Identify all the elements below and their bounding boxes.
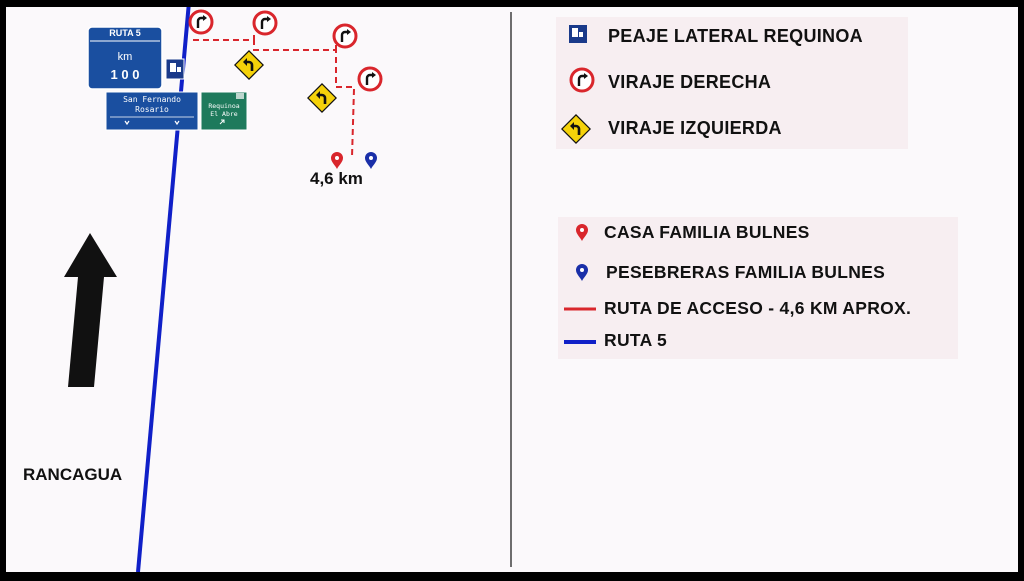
legend-pesebreras-label: PESEBRERAS FAMILIA BULNES [606,262,886,282]
legend-casa-label: CASA FAMILIA BULNES [604,222,810,242]
highway-sign-route: RUTA 5 [109,28,141,38]
direction-arrow-icon [64,233,117,387]
legend-left-turn-label: VIRAJE IZQUIERDA [608,118,782,138]
legend-access-route-label: RUTA DE ACCESO - 4,6 KM APROX. [604,298,912,318]
pesebreras-pin-icon [365,152,377,169]
highway-sign-number: 1 0 0 [110,67,140,82]
left-turn-warning-1-icon [235,51,263,79]
legend-left-turn-icon [562,115,590,143]
direction-sign-2-line1: Requinoa [208,102,240,110]
legend-red-pin-icon [576,224,588,241]
direction-sign-2-line2: El Abre [210,110,238,118]
legend-right-turn-label: VIRAJE DERECHA [608,72,772,92]
legend-right-turn-icon [571,69,593,91]
right-turn-sign-4-icon [359,68,381,90]
signs-legend [556,17,908,149]
toll-icon [166,59,184,79]
legend-toll-icon [569,25,587,43]
right-turn-sign-2-icon [254,12,276,34]
route-legend [558,217,958,359]
city-label: RANCAGUA [23,465,123,484]
map-frame [6,7,1018,572]
highway-sign-unit: km [117,51,133,63]
distance-label: 4,6 km [310,169,363,188]
legend-toll-label: PEAJE LATERAL REQUINOA [608,26,863,46]
right-turn-sign-1-icon [190,11,212,33]
direction-sign-1-line1: San Fernando [123,95,181,104]
legend-ruta5-label: RUTA 5 [604,330,668,350]
direction-sign-1-line2: Rosario [135,105,169,114]
casa-pin-icon [331,152,343,169]
left-turn-warning-2-icon [308,84,336,112]
right-turn-sign-3-icon [334,25,356,47]
legend-blue-pin-icon [576,264,588,281]
